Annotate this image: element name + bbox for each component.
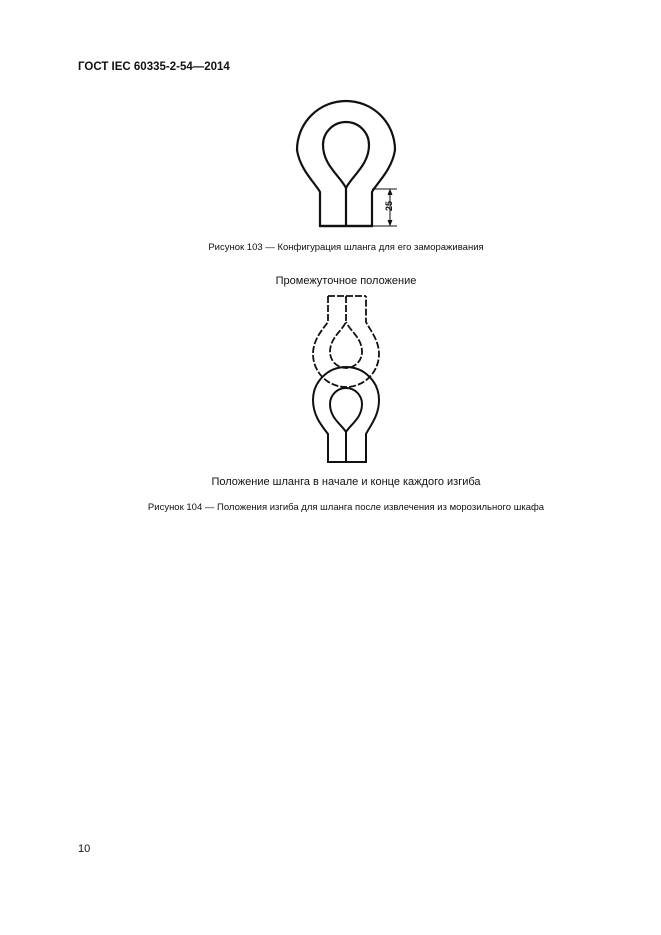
figure-103-hose-loop xyxy=(297,101,395,226)
dimension-label: 25 xyxy=(384,200,395,212)
label-start-end-position: Положение шланга в начале и конце каждого изгиба xyxy=(211,476,481,488)
figure-104-start-end-solid xyxy=(313,367,379,462)
figure-104-caption: Рисунок 104 — Положения изгиба для шланга после извлечения из морозильного шкафа xyxy=(147,502,545,513)
figure-103-caption: Рисунок 103 — Конфигурация шланга для его замораживания xyxy=(208,242,484,253)
page-number: 10 xyxy=(78,843,91,855)
label-intermediate-position: Промежуточное положение xyxy=(275,275,417,287)
document-header: ГОСТ IEC 60335-2-54—2014 xyxy=(78,61,230,73)
figure-104-intermediate-dashed xyxy=(313,296,379,387)
